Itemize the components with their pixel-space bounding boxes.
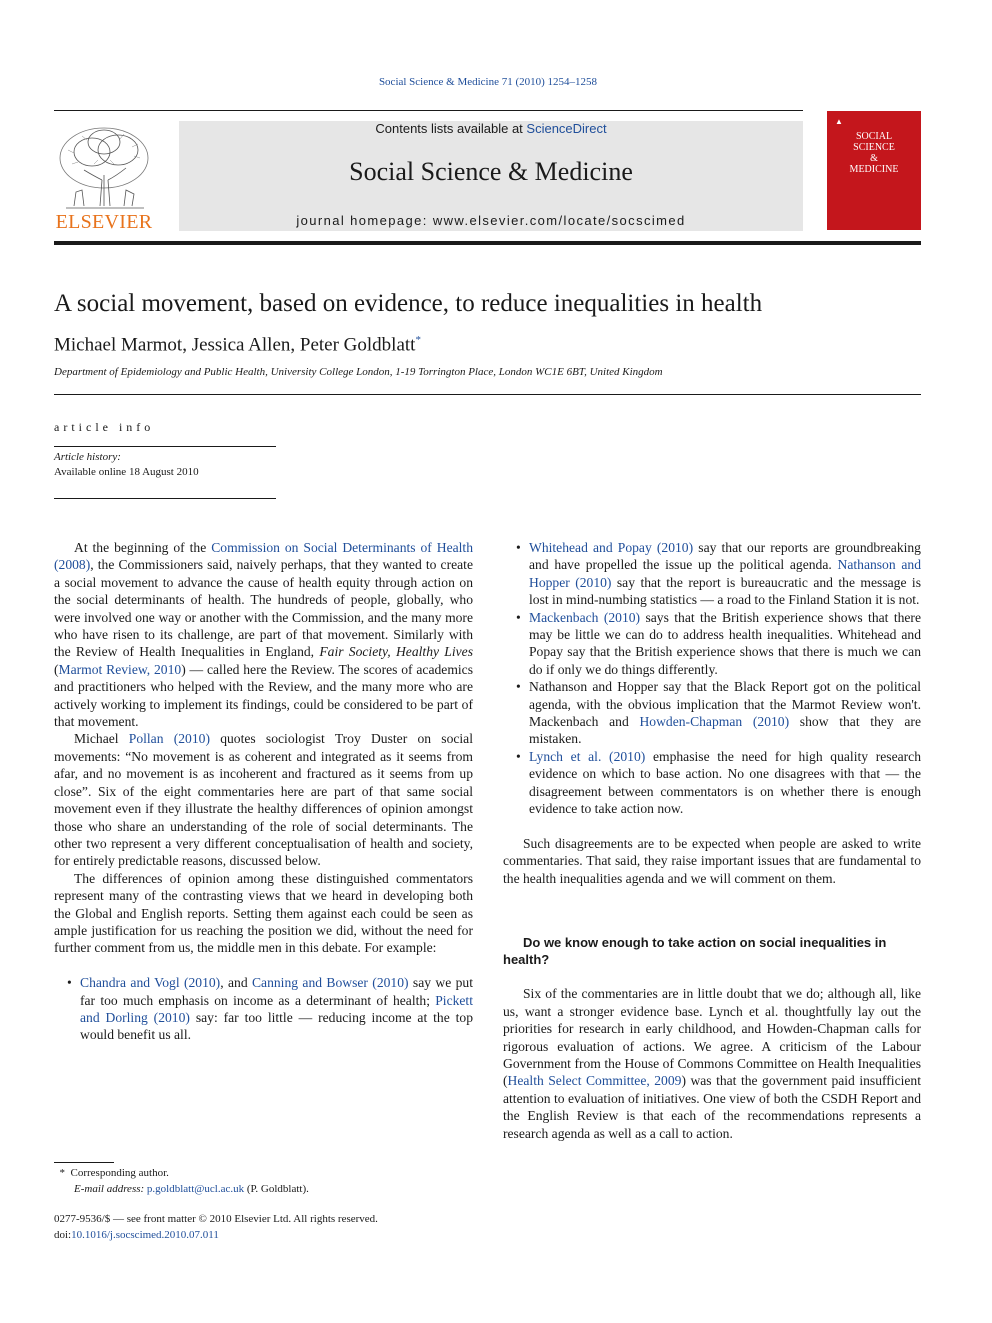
- ref-nathanson-hopper-2010[interactable]: Nathanson and Hopper (2010): [529, 557, 921, 590]
- elsevier-wordmark: ELSEVIER: [55, 211, 153, 233]
- list-item: [503, 678, 921, 748]
- title-bottom-rule: [54, 394, 921, 395]
- footnote: [54, 1166, 309, 1197]
- spacer: [54, 957, 473, 974]
- ref-howden-chapman-2010[interactable]: Howden-Chapman (2010): [639, 714, 790, 730]
- ref-whitehead-popay-2010[interactable]: Whitehead and Popay (2010): [529, 540, 694, 555]
- header-top-rule: [54, 110, 803, 111]
- journal-cover: [827, 111, 921, 230]
- text-run: say we put far too much emphasis on income as a determinant of health;: [80, 975, 473, 1008]
- text-run: ) was that the government paid insufficient attention to evaluation of initiatives. One view of both the CSDH Report and the English Review is that each of the recommendations represents a research agenda as well as a call to action.: [503, 1073, 922, 1141]
- ref-chandra-vogl-2010[interactable]: Chandra and Vogl (2010): [80, 975, 221, 991]
- list-item: [54, 974, 473, 1044]
- list-item: [503, 609, 921, 679]
- text-run: says that the British experience shows that there may be little we can do to address health inequalities. Whitehead and Popay say that the British experience shows that there is much we can do if only we do things differently.: [529, 609, 921, 677]
- ref-pickett-dorling-2010[interactable]: Pickett and Dorling (2010): [80, 992, 473, 1025]
- article-info-heading: article info: [54, 420, 155, 434]
- article-title: A social movement, based on evidence, to reduce inequalities in health: [54, 290, 763, 317]
- paragraph-evidence: [503, 985, 921, 1142]
- ref-lynch-2010[interactable]: Lynch et al. (2010): [529, 748, 646, 764]
- list-item: [503, 539, 921, 609]
- corresponding-author-mark[interactable]: *: [415, 334, 421, 346]
- report-title-italic: Fair Society, Healthy Lives: [319, 644, 473, 660]
- right-column: [503, 539, 921, 1142]
- cover-title-line: &: [870, 153, 878, 164]
- footnote-mark: *: [59, 1167, 65, 1179]
- email-label: E-mail address:: [74, 1182, 145, 1195]
- text-run: say that the report is bureaucratic and the message is lost in mind-numbing statistics — a road to the Finland Station it is not.: [529, 574, 921, 608]
- ref-csdh-2008[interactable]: Commission on Social Determinants of Health (2008): [54, 540, 473, 573]
- copyright-block: [54, 1212, 378, 1243]
- email-suffix: (P. Goldblatt).: [246, 1182, 309, 1195]
- text-run: Nathanson and Hopper say that the Black Report got on the political agenda, with the obvious implication that the Marmot Review won't. Mackenbach and: [529, 679, 921, 730]
- journal-homepage[interactable]: journal homepage: www.elsevier.com/locate/socscimed: [296, 213, 686, 228]
- corresponding-author-text: Corresponding author.: [70, 1167, 169, 1179]
- text-run: ) — called here the Review. The scores of academics and practitioners who helped with the Review, and the many more who are actively working to implement its findings, could be considered to be part of that movement.: [54, 661, 473, 730]
- doi-link[interactable]: 10.1016/j.socscimed.2010.07.011: [71, 1228, 219, 1241]
- paragraph-intro: [54, 539, 473, 730]
- cover-mark: ▲: [835, 117, 843, 126]
- text-run: Michael: [74, 731, 129, 747]
- contents-line: [179, 121, 803, 136]
- list-item: [503, 748, 921, 818]
- article-info-rule-bottom: [54, 498, 276, 499]
- ref-health-select-committee-2009[interactable]: Health Select Committee, 2009: [507, 1073, 682, 1089]
- article-info-rule-top: [54, 446, 276, 447]
- text-run: Six of the commentaries are in little doubt that we do; although all, like us, want a stronger evidence base. Lynch et al. thoughtfully lay out the priorities for research in early childhood, and Howden-Chapman calls for rigorous evaluation of actions. We agree. A criticism of the Labour Government from the House of Commons Committee on Health Inequalities (: [503, 986, 921, 1089]
- spacer: [503, 887, 921, 904]
- paragraph-differences: The differences of opinion among these distinguished commentators represent many of the contrasting views that we heard in developing both the Global and English reports. Setting them against each could be seen as ample justification for us reaching the position we did, without the need for further comment from us, the middle men in this debate. For example:: [54, 870, 473, 956]
- text-run: say: far too little — reducing income at the top would benefit us all.: [80, 1009, 473, 1043]
- paragraph-pollan: [54, 730, 473, 869]
- corresponding-author-note: [54, 1166, 309, 1182]
- text-run: , the Commissioners said, naively perhaps, that they wanted to create a social movement to advance the cause of health equity through action on the social determinants of health. The hundreds of people, globally, who were involved one way or another with the Commission, and the many more who have risen to its challenge, are part of that movement. Similarly with the Review of Health Inequalities in England,: [54, 557, 473, 660]
- email-note: [54, 1182, 309, 1198]
- article-authors: [54, 334, 421, 356]
- author-names: Michael Marmot, Jessica Allen, Peter Goldblatt: [54, 334, 416, 356]
- paragraph-disagreements: Such disagreements are to be expected when people are asked to write commentaries. That said, they raise important issues that are fundamental to the health inequalities agenda and we will comment on them.: [503, 835, 921, 886]
- text-run: say that our reports are groundbreaking and have propelled the issue up the political agenda.: [529, 540, 921, 573]
- available-online-date: Available online 18 August 2010: [54, 466, 199, 478]
- spacer: [503, 968, 921, 985]
- text-run: (: [54, 661, 59, 677]
- text-run: emphasise the need for high quality research evidence on which to base action. No one disagrees with that — the disagreement between commentators is on whether there is enough evidence to take action now.: [529, 748, 922, 817]
- journal-citation[interactable]: Social Science & Medicine 71 (2010) 1254–1258: [378, 76, 598, 88]
- doi-prefix: doi:: [54, 1228, 72, 1241]
- commentary-list-left: [54, 974, 473, 1044]
- journal-banner: [179, 121, 803, 231]
- spacer: [503, 905, 921, 922]
- article-history-label: Article history:: [54, 451, 121, 463]
- text-run: show that they are mistaken.: [529, 714, 921, 747]
- ref-pollan-2010[interactable]: Pollan (2010): [128, 731, 210, 747]
- left-column: [54, 539, 473, 1044]
- cover-title-line: SOCIAL: [855, 131, 893, 142]
- ref-marmot-review-2010[interactable]: Marmot Review, 2010: [58, 661, 182, 677]
- cover-title: [827, 131, 921, 175]
- sciencedirect-link[interactable]: ScienceDirect: [526, 121, 607, 136]
- header-thick-rule: [54, 241, 921, 245]
- text-run: , and: [220, 975, 252, 991]
- spacer: [503, 818, 921, 835]
- journal-name: Social Science & Medicine: [349, 157, 633, 186]
- contents-prefix: Contents lists available at: [375, 121, 527, 136]
- text-run: quotes sociologist Troy Duster on social movements: “No movement is as coherent and integrated as it seems from afar, and no movement is as incoherent and fractured as it seems from up close”. Six of the eight commentaries here are part of that same social movement even if they illustrate the healthy differences of opinion amongst those who share an understanding of the role of social determinants. The other two represent a very different conceptualisation of health and society, for entirely predictable reasons, discussed below.: [54, 731, 473, 869]
- footnote-rule: [54, 1162, 114, 1163]
- ref-canning-bowser-2010[interactable]: Canning and Bowser (2010): [251, 975, 409, 991]
- text-run: At the beginning of the: [74, 540, 212, 555]
- copyright-line: 0277-9536/$ — see front matter © 2010 Elsevier Ltd. All rights reserved.: [54, 1213, 378, 1225]
- cover-title-line: MEDICINE: [849, 164, 899, 175]
- doi-line: [54, 1228, 378, 1244]
- ref-mackenbach-2010[interactable]: Mackenbach (2010): [529, 609, 641, 625]
- section-heading: Do we know enough to take action on social inequalities in health?: [503, 934, 887, 967]
- email-link[interactable]: p.goldblatt@ucl.ac.uk: [146, 1182, 245, 1195]
- spacer: [503, 922, 921, 934]
- author-affiliation: Department of Epidemiology and Public Health, University College London, 1-19 Torrington Place, London WC1E 6BT, United Kingdom: [54, 366, 663, 378]
- commentary-list-right: [503, 539, 921, 818]
- cover-title-line: SCIENCE: [853, 142, 895, 153]
